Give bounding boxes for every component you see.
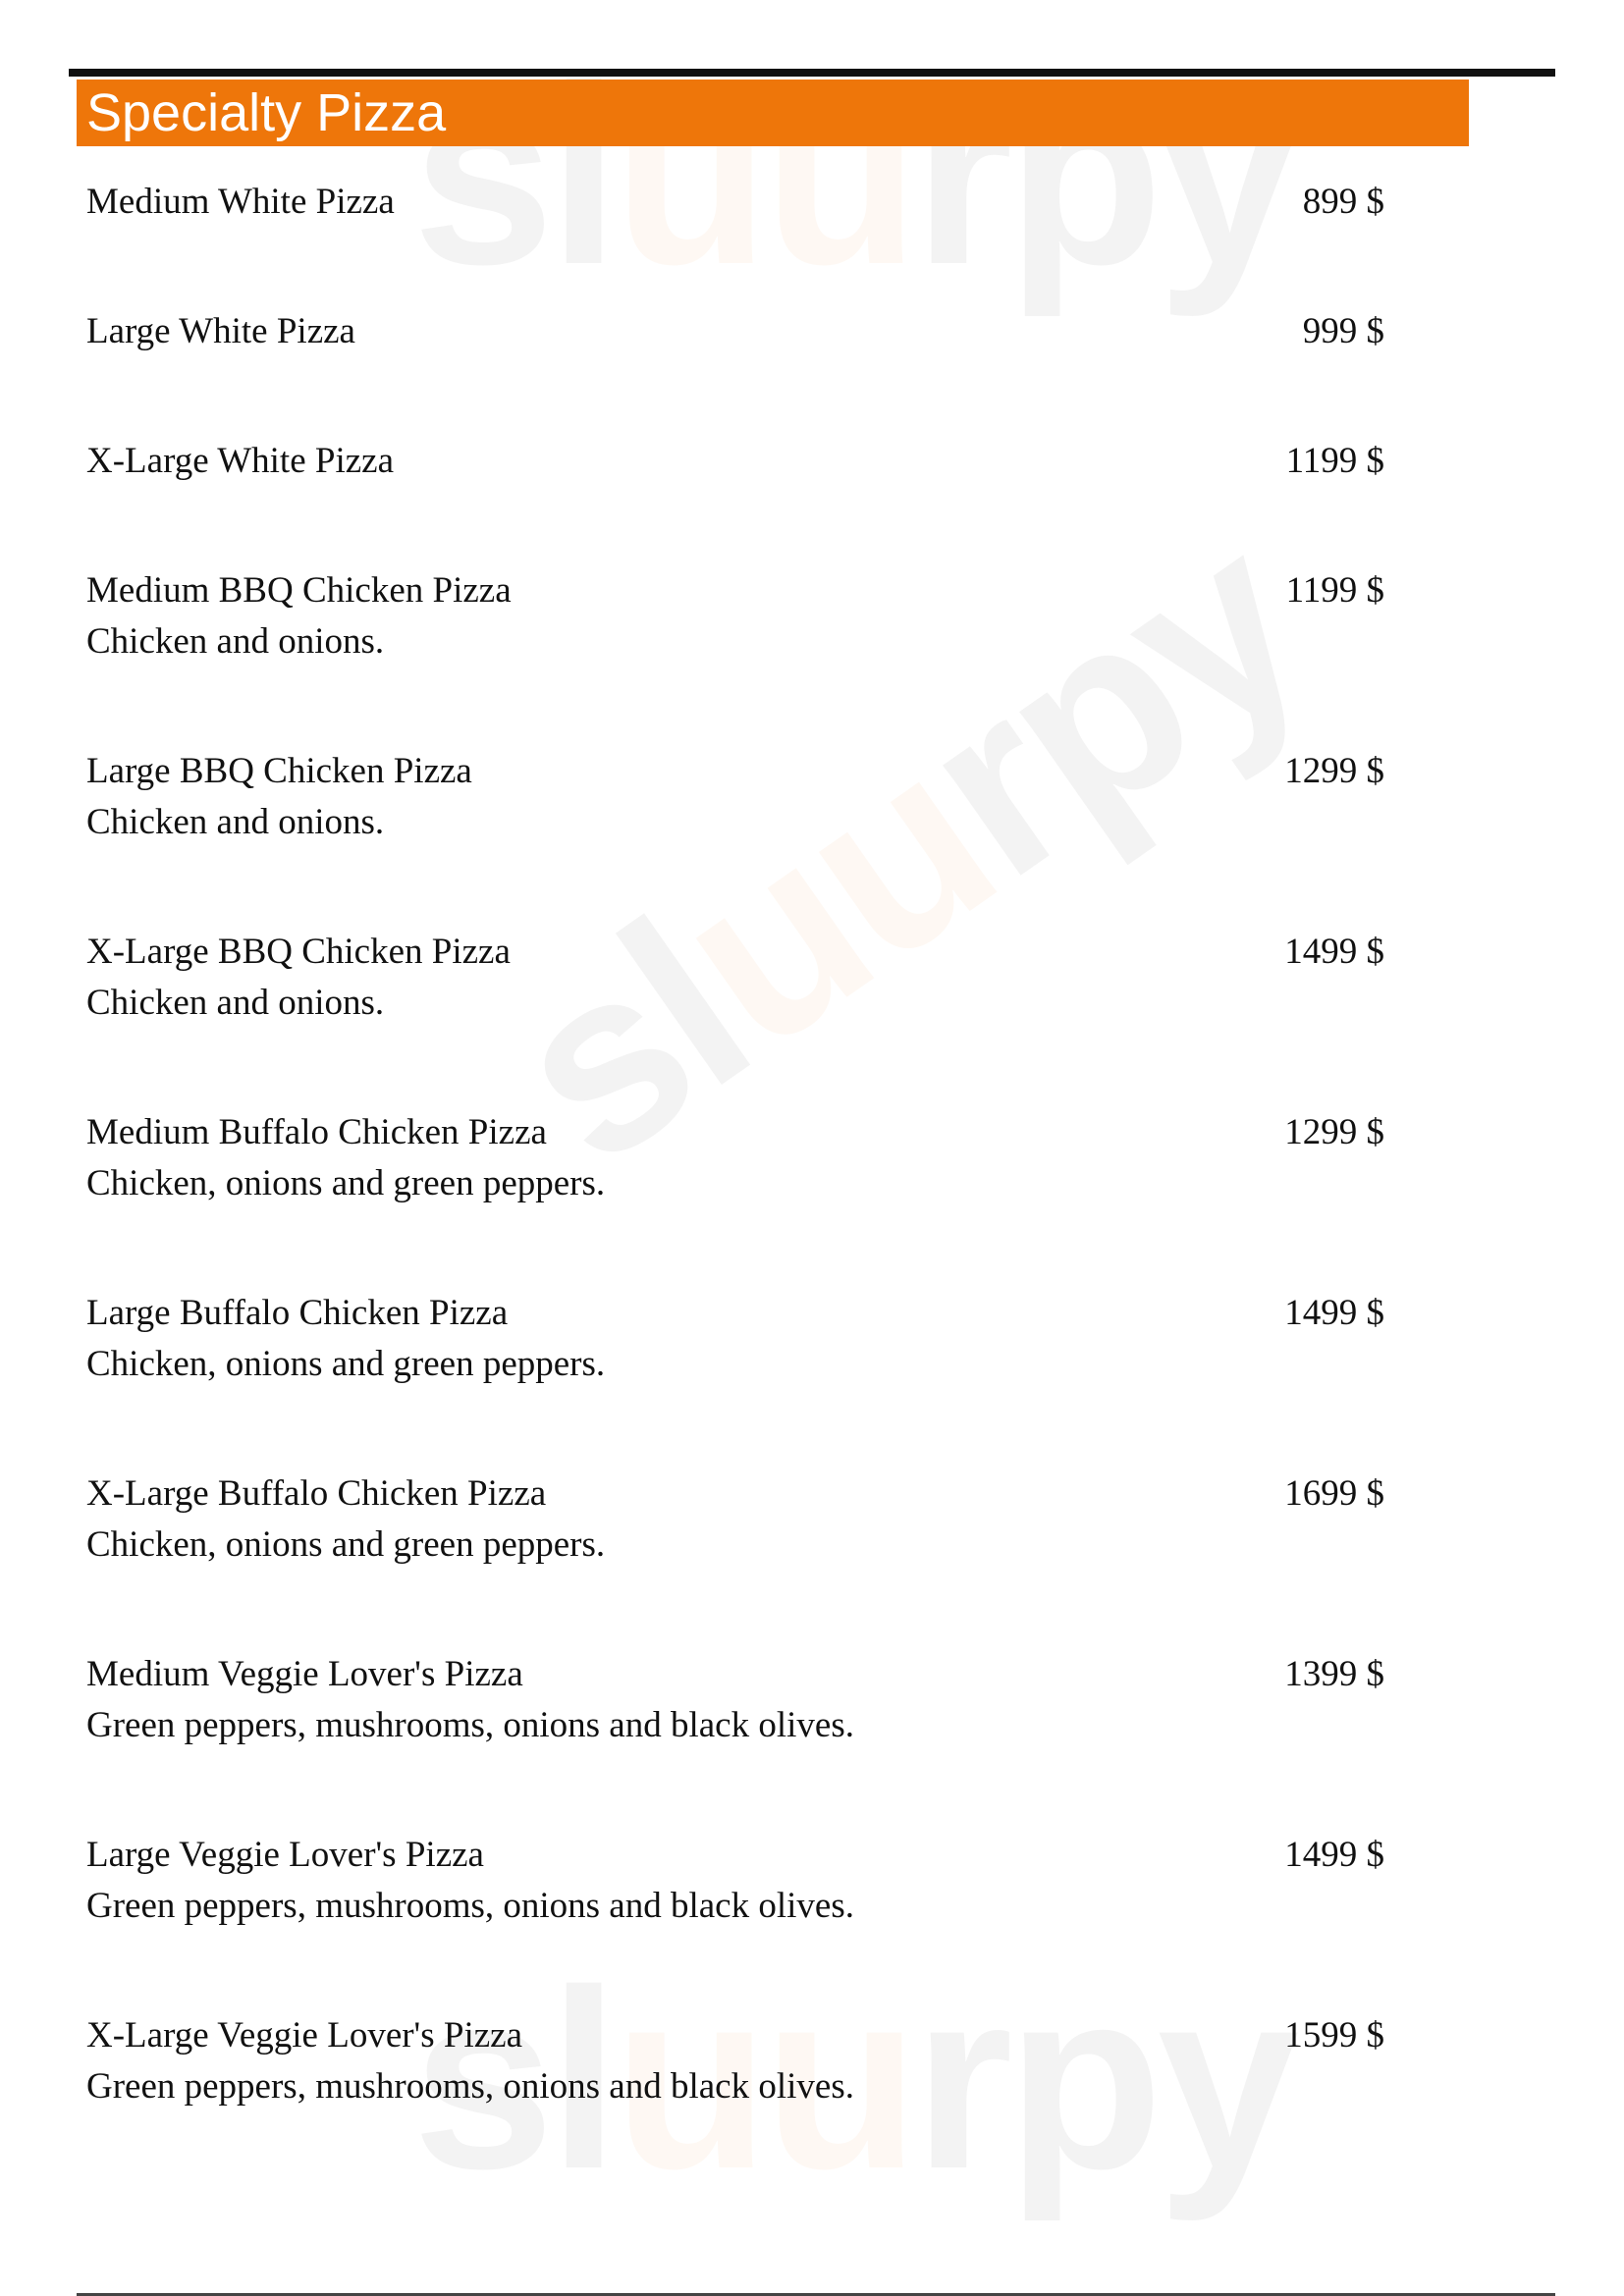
- item-name: X-Large White Pizza: [86, 441, 395, 481]
- item-name: Medium Buffalo Chicken Pizza: [86, 1112, 547, 1152]
- item-price: 899 $: [1302, 182, 1384, 222]
- section-title: Specialty Pizza: [86, 83, 447, 142]
- menu-item: [86, 1649, 1384, 1830]
- item-description: Chicken, onions and green peppers.: [86, 1524, 606, 1565]
- item-description: Green peppers, mushrooms, onions and black olives.: [86, 1886, 854, 1926]
- item-price: 1199 $: [1285, 441, 1384, 481]
- menu-item: [86, 1468, 1384, 1649]
- item-name: Large BBQ Chicken Pizza: [86, 751, 472, 791]
- menu-item: [86, 927, 1384, 1107]
- menu-item: [86, 1830, 1384, 2010]
- menu-item: [86, 565, 1384, 746]
- item-description: Chicken and onions.: [86, 621, 385, 662]
- item-price: 1199 $: [1285, 570, 1384, 611]
- menu-item: [86, 306, 1384, 436]
- menu-item: [86, 1107, 1384, 1288]
- item-price: 1399 $: [1284, 1654, 1384, 1694]
- item-name: X-Large Buffalo Chicken Pizza: [86, 1473, 547, 1514]
- item-price: 1299 $: [1284, 751, 1384, 791]
- item-name: Medium BBQ Chicken Pizza: [86, 570, 512, 611]
- item-price: 999 $: [1302, 311, 1384, 351]
- item-description: Chicken, onions and green peppers.: [86, 1163, 606, 1203]
- item-name: X-Large Veggie Lover's Pizza: [86, 2015, 522, 2056]
- menu-item: [86, 177, 1384, 306]
- menu-item: [86, 746, 1384, 927]
- section-header: [77, 80, 1469, 146]
- item-description: Chicken and onions.: [86, 802, 385, 842]
- item-description: Green peppers, mushrooms, onions and black olives.: [86, 1705, 854, 1745]
- item-description: Chicken, onions and green peppers.: [86, 1344, 606, 1384]
- menu-item: [86, 2010, 1384, 2191]
- item-description: Chicken and onions.: [86, 983, 385, 1023]
- item-price: 1499 $: [1284, 1835, 1384, 1875]
- item-price: 1499 $: [1284, 1293, 1384, 1333]
- item-name: X-Large BBQ Chicken Pizza: [86, 932, 511, 972]
- item-description: Green peppers, mushrooms, onions and black olives.: [86, 2066, 854, 2107]
- item-name: Large Veggie Lover's Pizza: [86, 1835, 484, 1875]
- item-name: Medium White Pizza: [86, 182, 395, 222]
- item-name: Medium Veggie Lover's Pizza: [86, 1654, 523, 1694]
- item-name: Large White Pizza: [86, 311, 355, 351]
- menu-list: [86, 177, 1384, 2191]
- menu-item: [86, 1288, 1384, 1468]
- item-price: 1699 $: [1284, 1473, 1384, 1514]
- item-name: Large Buffalo Chicken Pizza: [86, 1293, 509, 1333]
- item-price: 1299 $: [1284, 1112, 1384, 1152]
- top-divider: [69, 69, 1555, 77]
- item-price: 1599 $: [1284, 2015, 1384, 2056]
- item-price: 1499 $: [1284, 932, 1384, 972]
- menu-item: [86, 436, 1384, 565]
